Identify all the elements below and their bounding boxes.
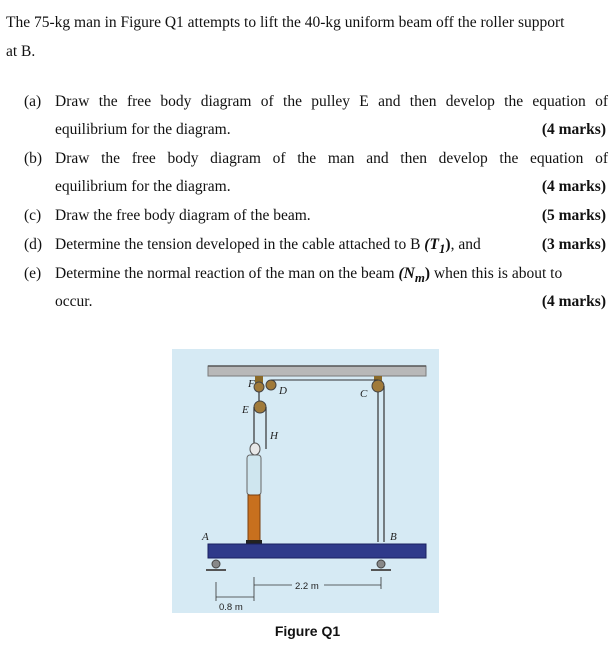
label-a: A <box>202 531 209 543</box>
question-c <box>24 202 608 230</box>
dimension-2-2m: 2.2 m <box>295 581 319 592</box>
ceiling <box>208 366 426 376</box>
figure-q1-drawing <box>172 349 439 613</box>
question-c-line-1: Draw the free body diagram of the beam. <box>55 207 311 224</box>
intro-line-2: at B. <box>6 43 36 60</box>
figure-background <box>172 349 439 613</box>
question-a-label: (a) <box>24 93 42 110</box>
problem-intro <box>6 8 610 66</box>
question-b-line-1: Draw the free body diagram of the man and then develop the equation of <box>55 150 608 167</box>
pulley-d <box>266 380 276 390</box>
question-a-line-1: Draw the free body diagram of the pulley E and then develop the equation of <box>55 93 608 110</box>
question-c-label: (c) <box>24 207 42 224</box>
man-head <box>250 443 260 455</box>
label-c: C <box>360 388 368 400</box>
tension-symbol-close: ) <box>445 236 451 253</box>
question-a <box>24 88 608 138</box>
man-pants <box>248 495 260 542</box>
question-d-marks: (3 marks) <box>541 236 606 253</box>
label-d: D <box>279 385 287 397</box>
question-b <box>24 145 608 195</box>
question-d-label: (d) <box>24 236 43 253</box>
question-a-line-2: equilibrium for the diagram. <box>55 121 231 138</box>
label-f: F <box>248 378 255 390</box>
question-e-line-1: Determine the normal reaction of the man on the beam <box>55 265 395 282</box>
question-e-marks: (4 marks) <box>541 293 606 310</box>
question-d <box>24 231 608 263</box>
pin-a <box>212 560 220 568</box>
label-b: B <box>390 531 397 543</box>
pulley-f <box>254 382 264 392</box>
man-feet <box>246 540 262 544</box>
pulley-c <box>372 380 384 392</box>
question-d-line-1-end: , and <box>450 236 481 253</box>
normal-symbol: (N <box>398 265 415 282</box>
question-b-line-2: equilibrium for the diagram. <box>55 178 231 195</box>
question-e-line-2: occur. <box>55 293 93 310</box>
question-e-line-1-end: when this is about to <box>430 265 563 282</box>
dimension-0-8m: 0.8 m <box>219 602 243 613</box>
label-h: H <box>270 430 278 442</box>
intro-line-1: The 75-kg man in Figure Q1 attempts to lift the 40-kg uniform beam off the roller support <box>6 14 565 31</box>
roller-b <box>377 560 385 568</box>
pulley-e <box>254 401 266 413</box>
question-b-label: (b) <box>24 150 43 167</box>
question-e-label: (e) <box>24 265 42 282</box>
tension-symbol: (T <box>424 236 439 253</box>
question-d-line-1: Determine the tension developed in the cable attached to B <box>55 236 421 253</box>
question-c-marks: (5 marks) <box>541 207 606 224</box>
question-a-marks: (4 marks) <box>541 121 606 138</box>
question-b-marks: (4 marks) <box>541 178 606 195</box>
figure-caption: Figure Q1 <box>274 623 341 639</box>
man-shirt <box>247 455 261 495</box>
beam <box>208 544 426 558</box>
tension-subscript: 1 <box>438 241 446 257</box>
normal-symbol-close: ) <box>424 265 431 282</box>
figure-q1 <box>172 349 439 613</box>
question-e <box>24 260 608 310</box>
normal-subscript: m <box>414 270 425 286</box>
label-e: E <box>242 404 249 416</box>
